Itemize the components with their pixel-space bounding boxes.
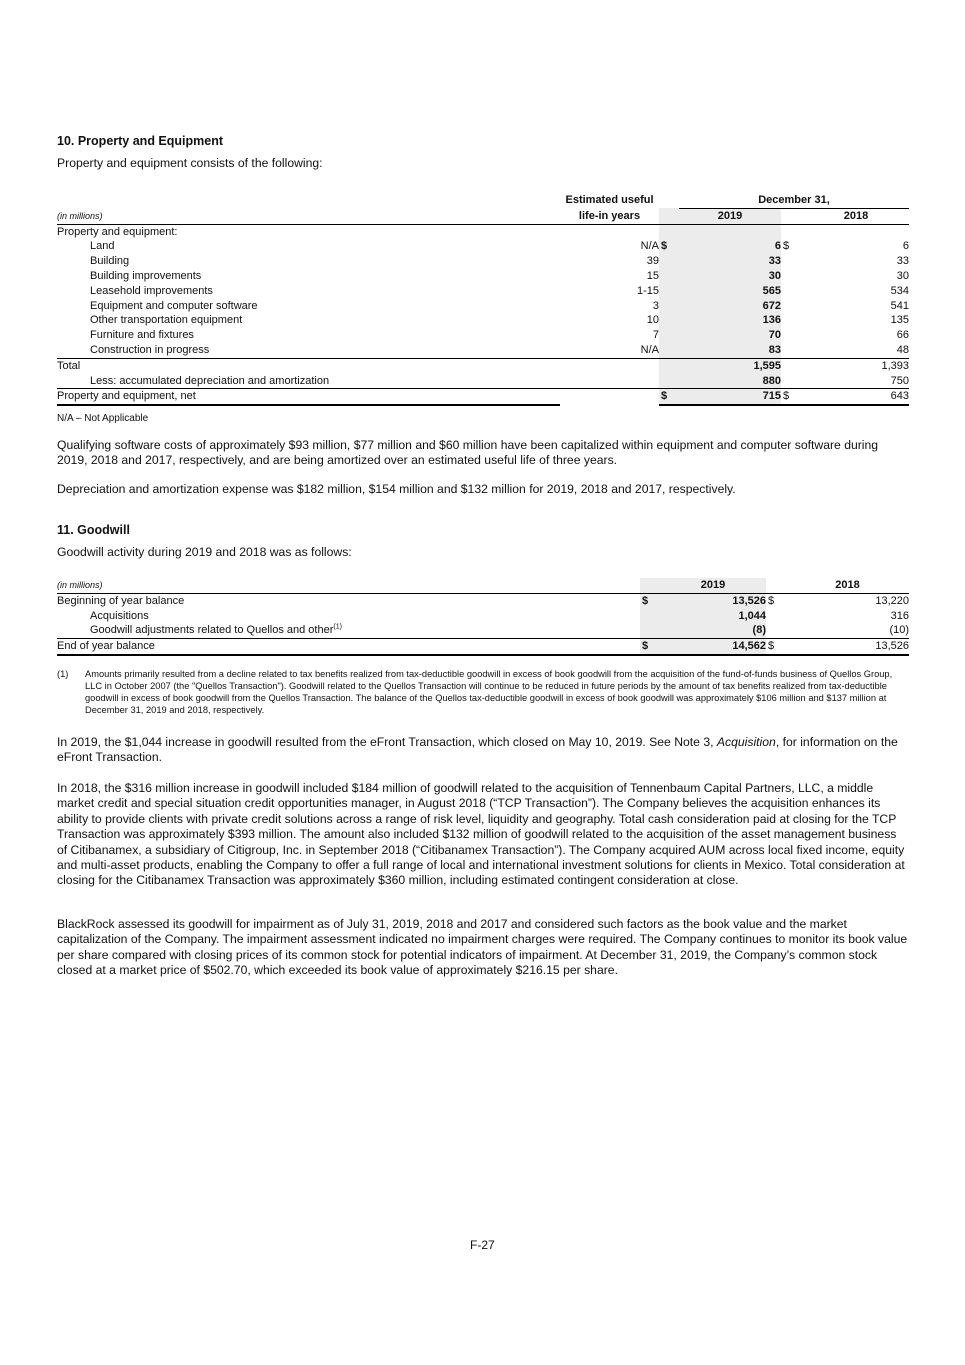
section-11-para-1: In 2019, the $1,044 increase in goodwill resulted from the eFront Transaction, which closed on May 10, 2019. See Note 3, Acquisition, for information on the eFront Transaction. — [57, 735, 898, 765]
goodwill-table — [57, 578, 909, 656]
group-label: Property and equipment: — [57, 225, 178, 238]
table-row: Beginning of year balance $ 13,526 $ 13,220 — [57, 594, 909, 607]
total-row: Total 1,595 1,393 — [57, 359, 909, 372]
section-10-para-1: Qualifying software costs of approximately $93 million, $77 million and $60 million have been capitalized within equipment and computer software during 2019, 2018 and 2017, respectively, and are being amortized over an estimated useful life of three years. — [57, 438, 879, 468]
section-10-para-2: Depreciation and amortization expense was $182 million, $154 million and $132 million for 2019, 2018 and 2017, respectively. — [57, 482, 736, 496]
table-row: End of year balance $ 14,562 $ 13,526 — [57, 639, 909, 655]
header-2018: 2018 — [803, 208, 909, 224]
header-life-in-years: life-in years — [560, 208, 659, 224]
units-label: (in millions) — [57, 208, 560, 224]
section-11-heading: 11. Goodwill — [57, 523, 130, 537]
table-row: Leasehold improvements 1-15 565 534 — [90, 284, 909, 297]
table-row: Building 39 33 33 — [90, 255, 909, 268]
section-10-intro: Property and equipment consists of the following: — [57, 156, 323, 170]
table-row: Furniture and fixtures 7 70 66 — [90, 329, 909, 342]
section-11-para-2: In 2018, the $316 million increase in goodwill included $184 million of goodwill related to the acquisition of Tennenbaum Capital Partners, LLC, a middle market credit and special situation credit opportunities manager, in August 2018 (“TCP Transaction”). The Company believes the acquisition enhances its ability to provide clients with private credit solutions across a range of risk level, liquidity and geography. Total cash consideration paid at closing for the TCP Transaction was approximately $393 million. The amount also included $132 million of goodwill related to the acquisition of the asset management business of Citibanamex, a subsidiary of Citigroup, Inc. in September 2018 (“Citibanamex Transaction”). The Company acquired AUM across local fixed income, equity and multi-asset products, enabling the Company to offer a full range of local and international investment solutions for clients in Mexico. Total consideration at closing for the Citibanamex Transaction was approximately $360 million, including estimated contingent consideration at close. — [57, 781, 905, 888]
property-equipment-table — [57, 193, 909, 406]
header-december-31: December 31, — [679, 193, 909, 208]
table-row: Goodwill adjustments related to Quellos and other$^{(1)}$ (8) (10) — [57, 623, 909, 638]
table-row: Construction in progress N/A 83 48 — [57, 343, 909, 358]
header-2019: 2019 — [679, 208, 781, 224]
table-row: Other transportation equipment 10 136 135 — [90, 314, 909, 327]
net-row: Property and equipment, net $ 715 $ 643 — [57, 389, 909, 405]
table-row: Equipment and computer software 3 672 541 — [90, 299, 909, 312]
header-estimated-useful: Estimated useful — [565, 194, 654, 207]
section-11-intro: Goodwill activity during 2019 and 2018 was as follows: — [57, 545, 352, 559]
goodwill-units: (in millions) — [57, 578, 640, 593]
section-11-para-3: BlackRock assessed its goodwill for impairment as of July 31, 2019, 2018 and 2017 and considered such factors as the book value and the market capitalization of the Company. The impairment assessment indicated no impairment charges were required. The Company continues to monitor its book value per share compared with closing prices of its common stock for potential indicators of impairment. At December 31, 2019, the Company’s common stock closed at a market price of $502.70, which exceeded its book value of approximately $216.15 per share. — [57, 917, 908, 978]
table-row: Land N/A $ 6 $ 6 — [90, 240, 909, 253]
goodwill-header-2019: 2019 — [660, 578, 766, 593]
page-number: F-27 — [470, 1238, 495, 1252]
table-row: Acquisitions 1,044 316 — [90, 609, 909, 622]
goodwill-header-2018: 2018 — [786, 578, 909, 593]
less-depreciation-row: Less: accumulated depreciation and amortization 880 750 — [57, 374, 909, 389]
na-note: N/A – Not Applicable — [57, 413, 149, 424]
table-row: Building improvements 15 30 30 — [90, 269, 909, 282]
section-10-heading: 10. Property and Equipment — [57, 134, 224, 148]
